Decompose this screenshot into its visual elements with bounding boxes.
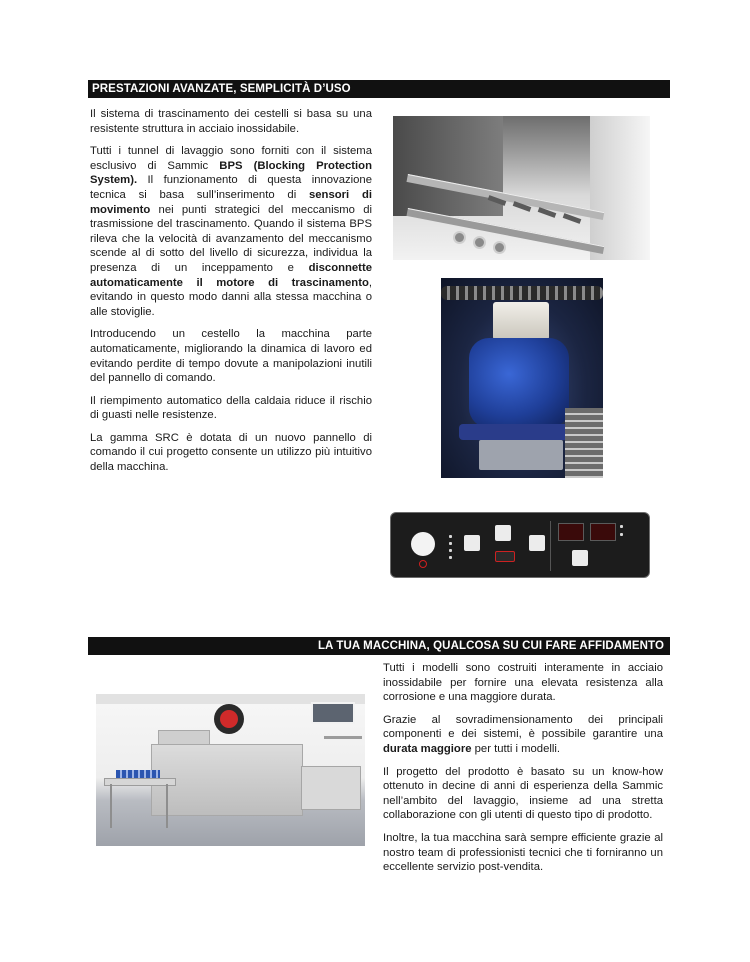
bps-text-4: , evitando in questo modo danni alla stessa macchina o alle stoviglie. <box>90 276 372 318</box>
table-leg <box>110 784 112 828</box>
indicator-light <box>449 535 452 538</box>
table-leg <box>166 784 168 828</box>
panel-divider <box>550 521 551 571</box>
motor-photo <box>441 278 603 478</box>
motor-coupling <box>493 302 549 340</box>
power-button <box>411 532 435 556</box>
indicator-light <box>620 533 623 536</box>
bps-text-1: Tutti i tunnel di lavaggio sono forniti con il sistema esclusivo di Sammic <box>90 145 372 172</box>
conveyor-right-wall <box>590 116 650 260</box>
bps-text-2: Il funzionamento di questa innovazione tecnica si basa sull’inserimento di <box>90 174 372 201</box>
cycle-key-icon <box>495 525 511 541</box>
conveyor-photo <box>393 116 650 260</box>
indicator-light <box>449 542 452 545</box>
section-title-performance: PRESTAZIONI AVANZATE, SEMPLICITÀ D’USO <box>88 80 670 98</box>
kitchen-sink <box>301 766 361 810</box>
reliability-text-column <box>383 661 663 883</box>
indicator-light <box>620 525 623 528</box>
bps-bold-2: sensori di movimento <box>90 188 372 216</box>
section-title-reliability: LA TUA MACCHINA, QUALCOSA SU CUI FARE AFFIDAMENTO <box>88 637 670 655</box>
drive-chain <box>441 286 603 300</box>
dish-basket <box>565 408 603 478</box>
paragraph-control-panel: La gamma SRC è dotata di un nuovo pannello di comando il cui progetto consente un utilizzo più intuitivo della macchina. <box>90 431 372 474</box>
temperature-display-2 <box>590 523 616 541</box>
paragraph-stainless: Tutti i modelli sono costruiti interamente in acciaio inossidabile per fornire una elevata resistenza alla corrosione e una maggiore durata. <box>383 662 663 704</box>
glass-rack <box>116 770 160 778</box>
durability-text-1: Grazie al sovradimensionamento dei principali componenti e dei sistemi, è possibile garantire una <box>383 713 663 741</box>
bps-bold-3: disconnette automaticamente il motore di trascinamento <box>90 261 372 289</box>
paragraph-know-how: Il progetto del prodotto è basato su un know-how ottenuto in decine di anni di esperienza della Sammic nell’ambito del lavaggio, insieme ad una stretta collaborazione con gli utenti di questo tipo di prodotto. <box>383 765 663 822</box>
control-panel-photo <box>390 512 650 578</box>
motor-body <box>469 338 569 428</box>
paragraph-auto-fill: Il riempimento automatico della caldaia riduce il rischio di guasti nelle resistenze. <box>90 394 372 422</box>
bps-bold-1: BPS (Blocking Protection System). <box>90 159 372 187</box>
paragraph-service: Inoltre, la tua macchina sarà sempre efficiente grazie al nostro team di professionisti tecnici che ti forniranno un eccellente servizio post-vendita. <box>383 831 663 874</box>
durability-text-2: per tutti i modelli. <box>471 742 561 755</box>
power-icon <box>419 560 427 568</box>
motor-flange <box>459 424 579 440</box>
paragraph-conveyor-structure: Il sistema di trascinamento dei cestelli si basa su una resistente struttura in acciaio inossidabile. <box>90 108 372 135</box>
indicator-light <box>449 549 452 552</box>
paragraph-auto-start: Introducendo un cestello la macchina parte automaticamente, migliorando la dinamica di lavoro ed evitando perdite di tempo dovute a manipolazioni inutili del pannello di comando. <box>90 328 372 385</box>
performance-text-column <box>90 107 372 483</box>
play-icon <box>464 535 480 551</box>
rinse-key-icon <box>529 535 545 551</box>
kitchen-photo <box>96 694 365 846</box>
paragraph-durability <box>383 713 663 757</box>
motor-base <box>479 440 563 470</box>
temperature-display-1 <box>558 523 584 541</box>
stop-key-icon <box>495 551 515 562</box>
conveyor-knob <box>493 241 506 254</box>
wall-shelf <box>324 736 362 739</box>
bps-text-3: nei punti strategici del meccanismo di trasmissione del trascinamento. Quando il sistema BPS rileva che la velocità di avanzamento del meccanismo scende al di sotto del livello di sicurezza, individua la presenza di un inceppamento e <box>90 203 372 274</box>
durability-bold: durata maggiore <box>383 742 472 755</box>
conveyor-knob <box>453 231 466 244</box>
sammic-logo-mark <box>220 710 238 728</box>
conveyor-knob <box>473 236 486 249</box>
kitchen-window <box>311 702 355 724</box>
paragraph-bps <box>90 144 372 319</box>
indicator-light <box>449 556 452 559</box>
thermometer-key-icon <box>572 550 588 566</box>
conveyor-wall <box>393 116 503 216</box>
